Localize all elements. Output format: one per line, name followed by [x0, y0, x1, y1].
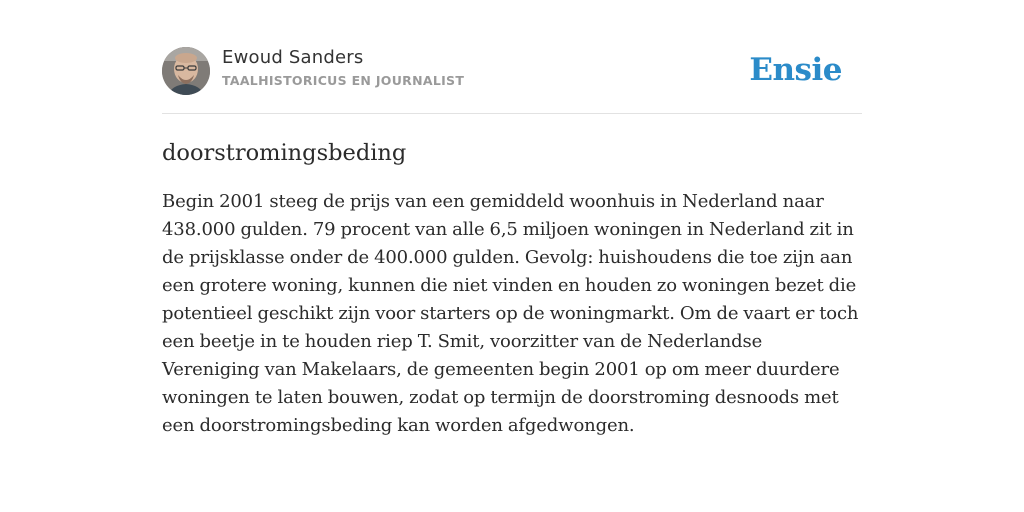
ensie-logo[interactable]: Ensie [749, 52, 842, 88]
author-name[interactable]: Ewoud Sanders [222, 47, 364, 68]
avatar-portrait-icon [162, 47, 210, 95]
author-info [222, 47, 464, 89]
avatar[interactable] [162, 47, 210, 95]
page-title: doorstromingsbeding [162, 140, 407, 166]
author-role: TAALHISTORICUS EN JOURNALIST [222, 73, 465, 88]
entry-card [162, 44, 862, 440]
author-header [162, 44, 862, 114]
entry-body: Begin 2001 steeg de prijs van een gemiddeld woonhuis in Nederland naar 438.000 gulden. 79 procent van alle 6,5 miljoen woningen in Nederland zit in de prijsklasse onder de 400.000 gulden. Gevolg: huishoudens die toe zijn aan een grotere woning, kunnen die niet vinden en houden zo woningen bezet die potentieel geschikt zijn voor starters op de woningmarkt. Om de vaart er toch een beetje in te houden riep T. Smit, voorzitter van de Nederlandse Vereniging van Makelaars, de gemeenten begin 2001 op om meer duurdere woningen te laten bouwen, zodat op termijn de doorstroming desnoods met een doorstromingsbeding kan worden afgedwongen. [162, 191, 859, 436]
